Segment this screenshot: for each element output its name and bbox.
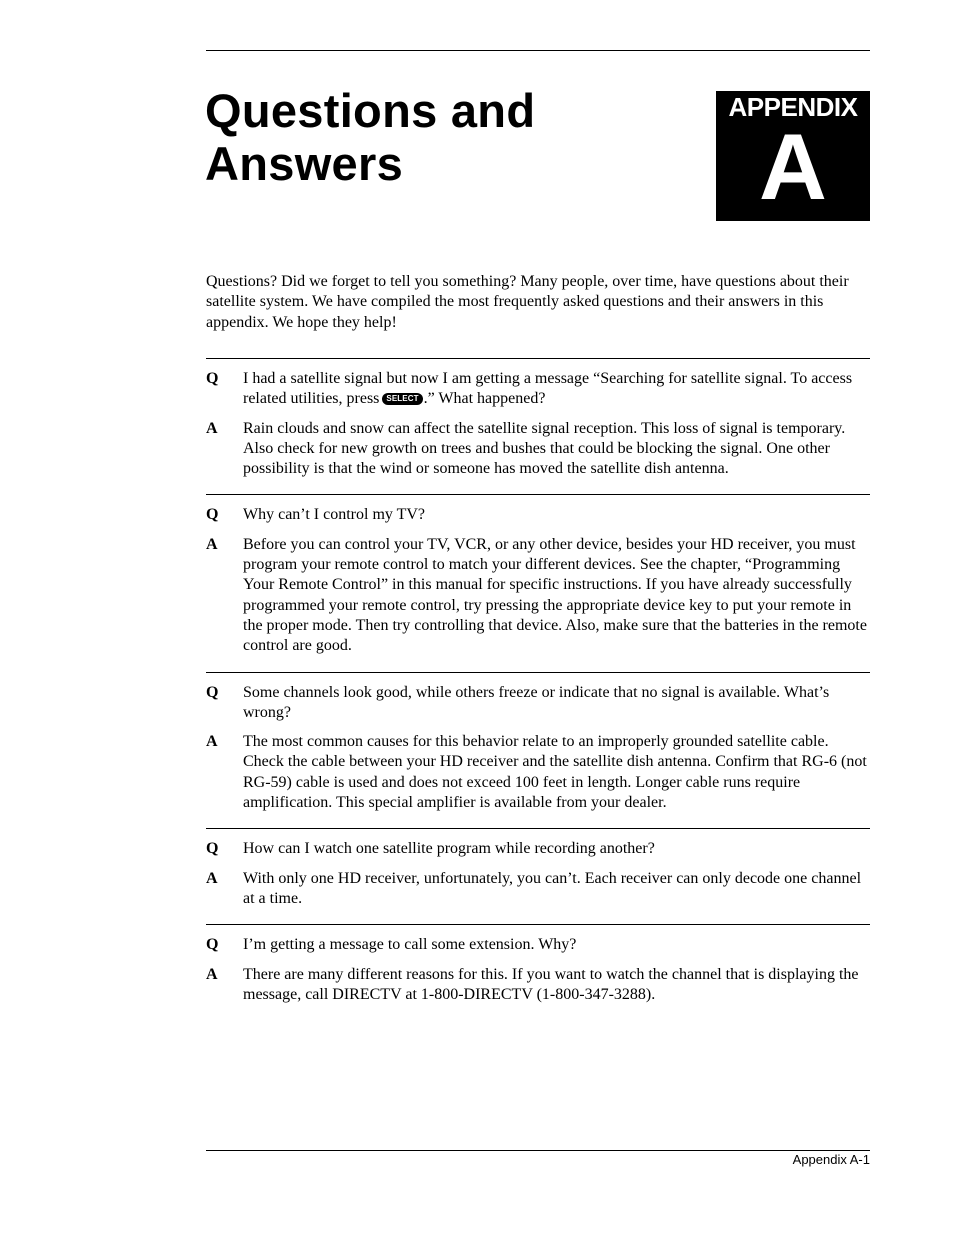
answer-text: With only one HD receiver, unfortunately, you can’t. Each receiver can only decode one channel at a time. bbox=[243, 869, 862, 907]
answer-text: Rain clouds and snow can affect the satellite signal reception. This loss of signal is temporary. Also check for new growth on trees and bushes that could be blocking the signal. One other possibility is that the wind or someone has moved the satellite dish antenna. bbox=[243, 419, 846, 478]
qa-item bbox=[206, 358, 870, 494]
qa-item bbox=[206, 828, 870, 924]
question-text-start: I had a satellite signal but now I am getting a message “Searching for satellite signal. To access related utilities, press bbox=[243, 370, 853, 408]
page-number: Appendix A-1 bbox=[792, 1152, 870, 1167]
answer-row bbox=[206, 419, 870, 480]
question-text: How can I watch one satellite program while recording another? bbox=[243, 840, 655, 858]
answer-text: Before you can control your TV, VCR, or any other device, besides your HD receiver, you must program your remote control to match your different devices. See the chapter, “Programming Your Remote Control” in this manual for specific instructions. If you have already successfully programmed your remote control, try pressing the appropriate device key to put your remote in the proper mode. Then try controlling that device. Also, make sure that the batteries in the remote control are good. bbox=[243, 535, 867, 655]
top-rule bbox=[206, 50, 870, 51]
question-text: Some channels look good, while others freeze or indicate that no signal is available. What’s wrong? bbox=[243, 683, 830, 721]
qa-list bbox=[206, 358, 870, 1020]
answer-row bbox=[206, 869, 870, 910]
question-tag: Q bbox=[206, 683, 219, 701]
appendix-label: APPENDIX bbox=[728, 92, 858, 122]
answer-row bbox=[206, 965, 870, 1006]
question-row bbox=[206, 683, 870, 724]
question-tag: Q bbox=[206, 506, 219, 524]
question-text bbox=[243, 369, 870, 410]
bottom-rule bbox=[206, 1150, 870, 1151]
answer-tag: A bbox=[206, 869, 218, 887]
answer-text: The most common causes for this behavior relate to an improperly grounded satellite cable. Check the cable between your HD receiver and the satellite dish antenna. Confirm that RG-6 (not RG-59) cable is used and does not exceed 100 feet in length. Longer cable runs require amplification. This special amplifier is available from your dealer. bbox=[243, 733, 867, 812]
question-tag: Q bbox=[206, 840, 219, 858]
answer-row bbox=[206, 732, 870, 813]
answer-tag: A bbox=[206, 733, 218, 751]
question-text-end: .” What happened? bbox=[423, 390, 546, 408]
question-text: Why can’t I control my TV? bbox=[243, 506, 426, 524]
answer-tag: A bbox=[206, 535, 218, 553]
answer-text: There are many different reasons for this. If you want to watch the channel that is displaying the message, call DIRECTV at 1-800-DIRECTV (1-800-347-3288). bbox=[243, 965, 859, 1003]
page-title: Questions and Answers bbox=[205, 84, 536, 190]
question-row bbox=[206, 369, 870, 410]
qa-item bbox=[206, 924, 870, 1020]
question-text: I’m getting a message to call some extension. Why? bbox=[243, 936, 577, 954]
qa-item bbox=[206, 494, 870, 671]
question-tag: Q bbox=[206, 936, 219, 954]
answer-row bbox=[206, 535, 870, 657]
answer-tag: A bbox=[206, 965, 218, 983]
answer-tag: A bbox=[206, 419, 218, 437]
appendix-letter: A bbox=[759, 114, 827, 219]
question-tag: Q bbox=[206, 370, 219, 387]
appendix-badge bbox=[716, 91, 870, 221]
intro-paragraph: Questions? Did we forget to tell you something? Many people, over time, have questions about their satellite system. We have compiled the most frequently asked questions and their answers in this appendix. We hope they help! bbox=[206, 273, 849, 331]
question-row bbox=[206, 839, 870, 859]
qa-item bbox=[206, 672, 870, 829]
question-row bbox=[206, 505, 870, 525]
question-row bbox=[206, 935, 870, 955]
select-key-icon: SELECT bbox=[382, 393, 422, 405]
